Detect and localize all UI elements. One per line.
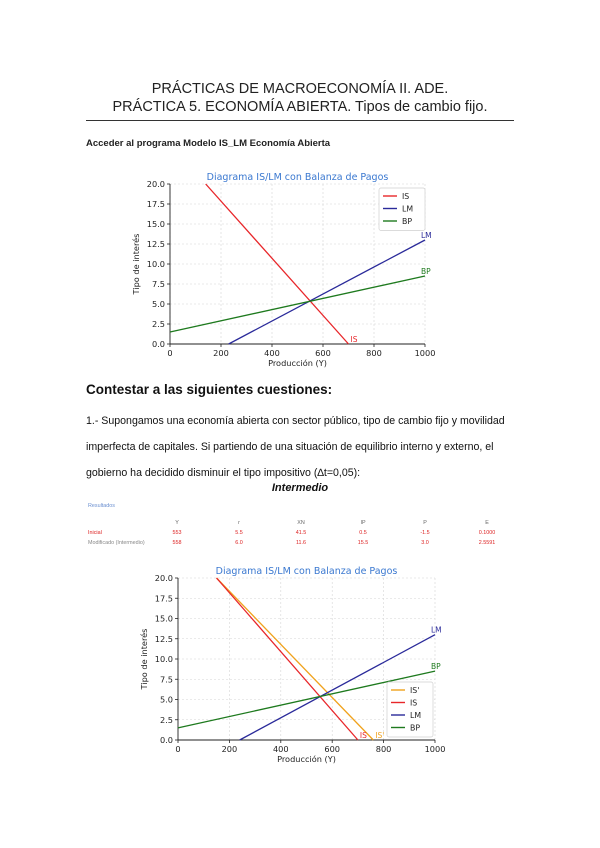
document-header	[86, 80, 514, 116]
intro-text: Acceder al programa Modelo IS_LM Economía Abierta	[86, 138, 331, 149]
y-tick-label: 2.5	[159, 714, 173, 725]
y-tick-label: 10.0	[146, 259, 165, 269]
x-tick-label: 600	[324, 744, 341, 754]
series-line-lm	[229, 240, 425, 344]
legend-entry: BP	[402, 217, 413, 226]
header-line-1: PRÁCTICAS DE MACROECONOMÍA II. ADE.	[151, 81, 449, 97]
series-end-label: IS	[350, 335, 358, 344]
y-tick-label: 15.0	[154, 613, 173, 624]
table-cell: 558	[172, 540, 182, 546]
x-axis-label: Producción (Y)	[277, 754, 336, 764]
legend-entry: IS	[410, 698, 418, 708]
table-cell: 15.5	[357, 540, 369, 546]
x-tick-label: 0	[167, 348, 173, 358]
section-title: Contestar a las siguientes cuestiones:	[86, 382, 333, 397]
series-end-label: LM	[421, 231, 432, 240]
y-tick-label: 12.5	[146, 239, 165, 249]
table-header-cell: IP	[360, 520, 366, 526]
y-tick-label: 17.5	[146, 199, 165, 209]
table-header-cell: r	[238, 520, 240, 526]
x-axis-label: Producción (Y)	[268, 358, 327, 368]
legend-entry: LM	[410, 711, 422, 720]
x-tick-label: 1000	[424, 744, 446, 754]
y-tick-label: 20.0	[146, 179, 165, 189]
x-tick-label: 800	[375, 744, 392, 754]
table-header-cell: XN	[297, 520, 305, 526]
x-tick-label: 400	[272, 744, 289, 754]
table-header-cell: E	[485, 520, 489, 526]
y-tick-label: 17.5	[154, 593, 173, 604]
table-cell: 0.5	[359, 530, 367, 536]
y-tick-label: 0.0	[151, 339, 165, 349]
table-cell: 0.1000	[478, 530, 496, 536]
table-cell: -1.5	[420, 530, 430, 536]
y-axis-label: Tipo de interés	[131, 233, 141, 295]
islm-chart-2	[118, 558, 463, 770]
y-tick-label: 10.0	[154, 654, 173, 664]
y-tick-label: 12.5	[154, 633, 173, 644]
series-end-label: BP	[431, 662, 441, 672]
y-tick-label: 2.5	[151, 319, 165, 329]
table-cell: 553	[172, 530, 182, 536]
subtitle-intermedio: Intermedio	[271, 482, 329, 494]
y-tick-label: 7.5	[159, 674, 173, 685]
x-tick-label: 600	[315, 348, 331, 358]
table-cell: 41.5	[295, 530, 307, 536]
legend-entry: BP	[410, 723, 421, 733]
table-header-cell: P	[423, 520, 427, 526]
series-end-label: IS	[359, 731, 367, 740]
chart-title: Diagrama IS/LM con Balanza de Pagos	[206, 172, 389, 183]
table-row	[88, 538, 518, 548]
table-row-label: Inicial	[88, 530, 102, 536]
chart-title: Diagrama IS/LM con Balanza de Pagos	[215, 566, 398, 577]
x-tick-label: 800	[366, 348, 382, 358]
table-cell: 5.5	[235, 530, 243, 536]
islm-chart-1	[110, 164, 445, 376]
x-tick-label: 200	[221, 744, 238, 754]
y-tick-label: 0.0	[159, 735, 173, 745]
table-header-cell: Y	[175, 520, 179, 526]
question-1: 1.- Supongamos una economía abierta con sector público, tipo de cambio fijo y movilidad imperfecta de capitales. Si partiendo de una situación de equilibrio interno y externo, el gobierno ha decidido disminuir el tipo impositivo (∆t=0,05):	[86, 415, 505, 479]
x-tick-label: 0	[175, 744, 181, 754]
x-tick-label: 400	[264, 348, 280, 358]
table-cell: 6.0	[235, 540, 243, 546]
series-line-isp	[217, 578, 374, 740]
x-tick-label: 1000	[414, 348, 436, 358]
series-end-label: BP	[421, 267, 431, 276]
legend-entry: LM	[402, 204, 414, 214]
y-tick-label: 7.5	[151, 279, 165, 289]
series-end-label: IS'	[375, 731, 385, 740]
table-cell: 3.0	[421, 540, 429, 546]
table-header-row	[88, 518, 518, 528]
y-tick-label: 20.0	[154, 573, 173, 583]
y-axis-label: Tipo de interés	[139, 628, 149, 690]
table-row-label: Modificado (Intermedio)	[88, 540, 145, 546]
x-tick-label: 200	[213, 348, 229, 358]
series-line-is	[217, 578, 358, 740]
table-row	[88, 528, 518, 538]
y-tick-label: 5.0	[159, 694, 173, 705]
table-cell: 2.5591	[478, 540, 496, 546]
series-end-label: LM	[431, 625, 442, 635]
y-tick-label: 15.0	[146, 219, 165, 229]
results-caption: Resultados	[88, 503, 115, 509]
header-rule	[86, 120, 514, 121]
table-header-cell	[88, 518, 146, 528]
table-cell: 11.6	[295, 540, 307, 546]
results-table	[88, 503, 518, 548]
legend-entry: IS'	[410, 686, 420, 695]
y-tick-label: 5.0	[151, 299, 165, 309]
legend-entry: IS	[402, 192, 410, 201]
header-line-2: PRÁCTICA 5. ECONOMÍA ABIERTA. Tipos de cambio fijo.	[112, 99, 488, 115]
